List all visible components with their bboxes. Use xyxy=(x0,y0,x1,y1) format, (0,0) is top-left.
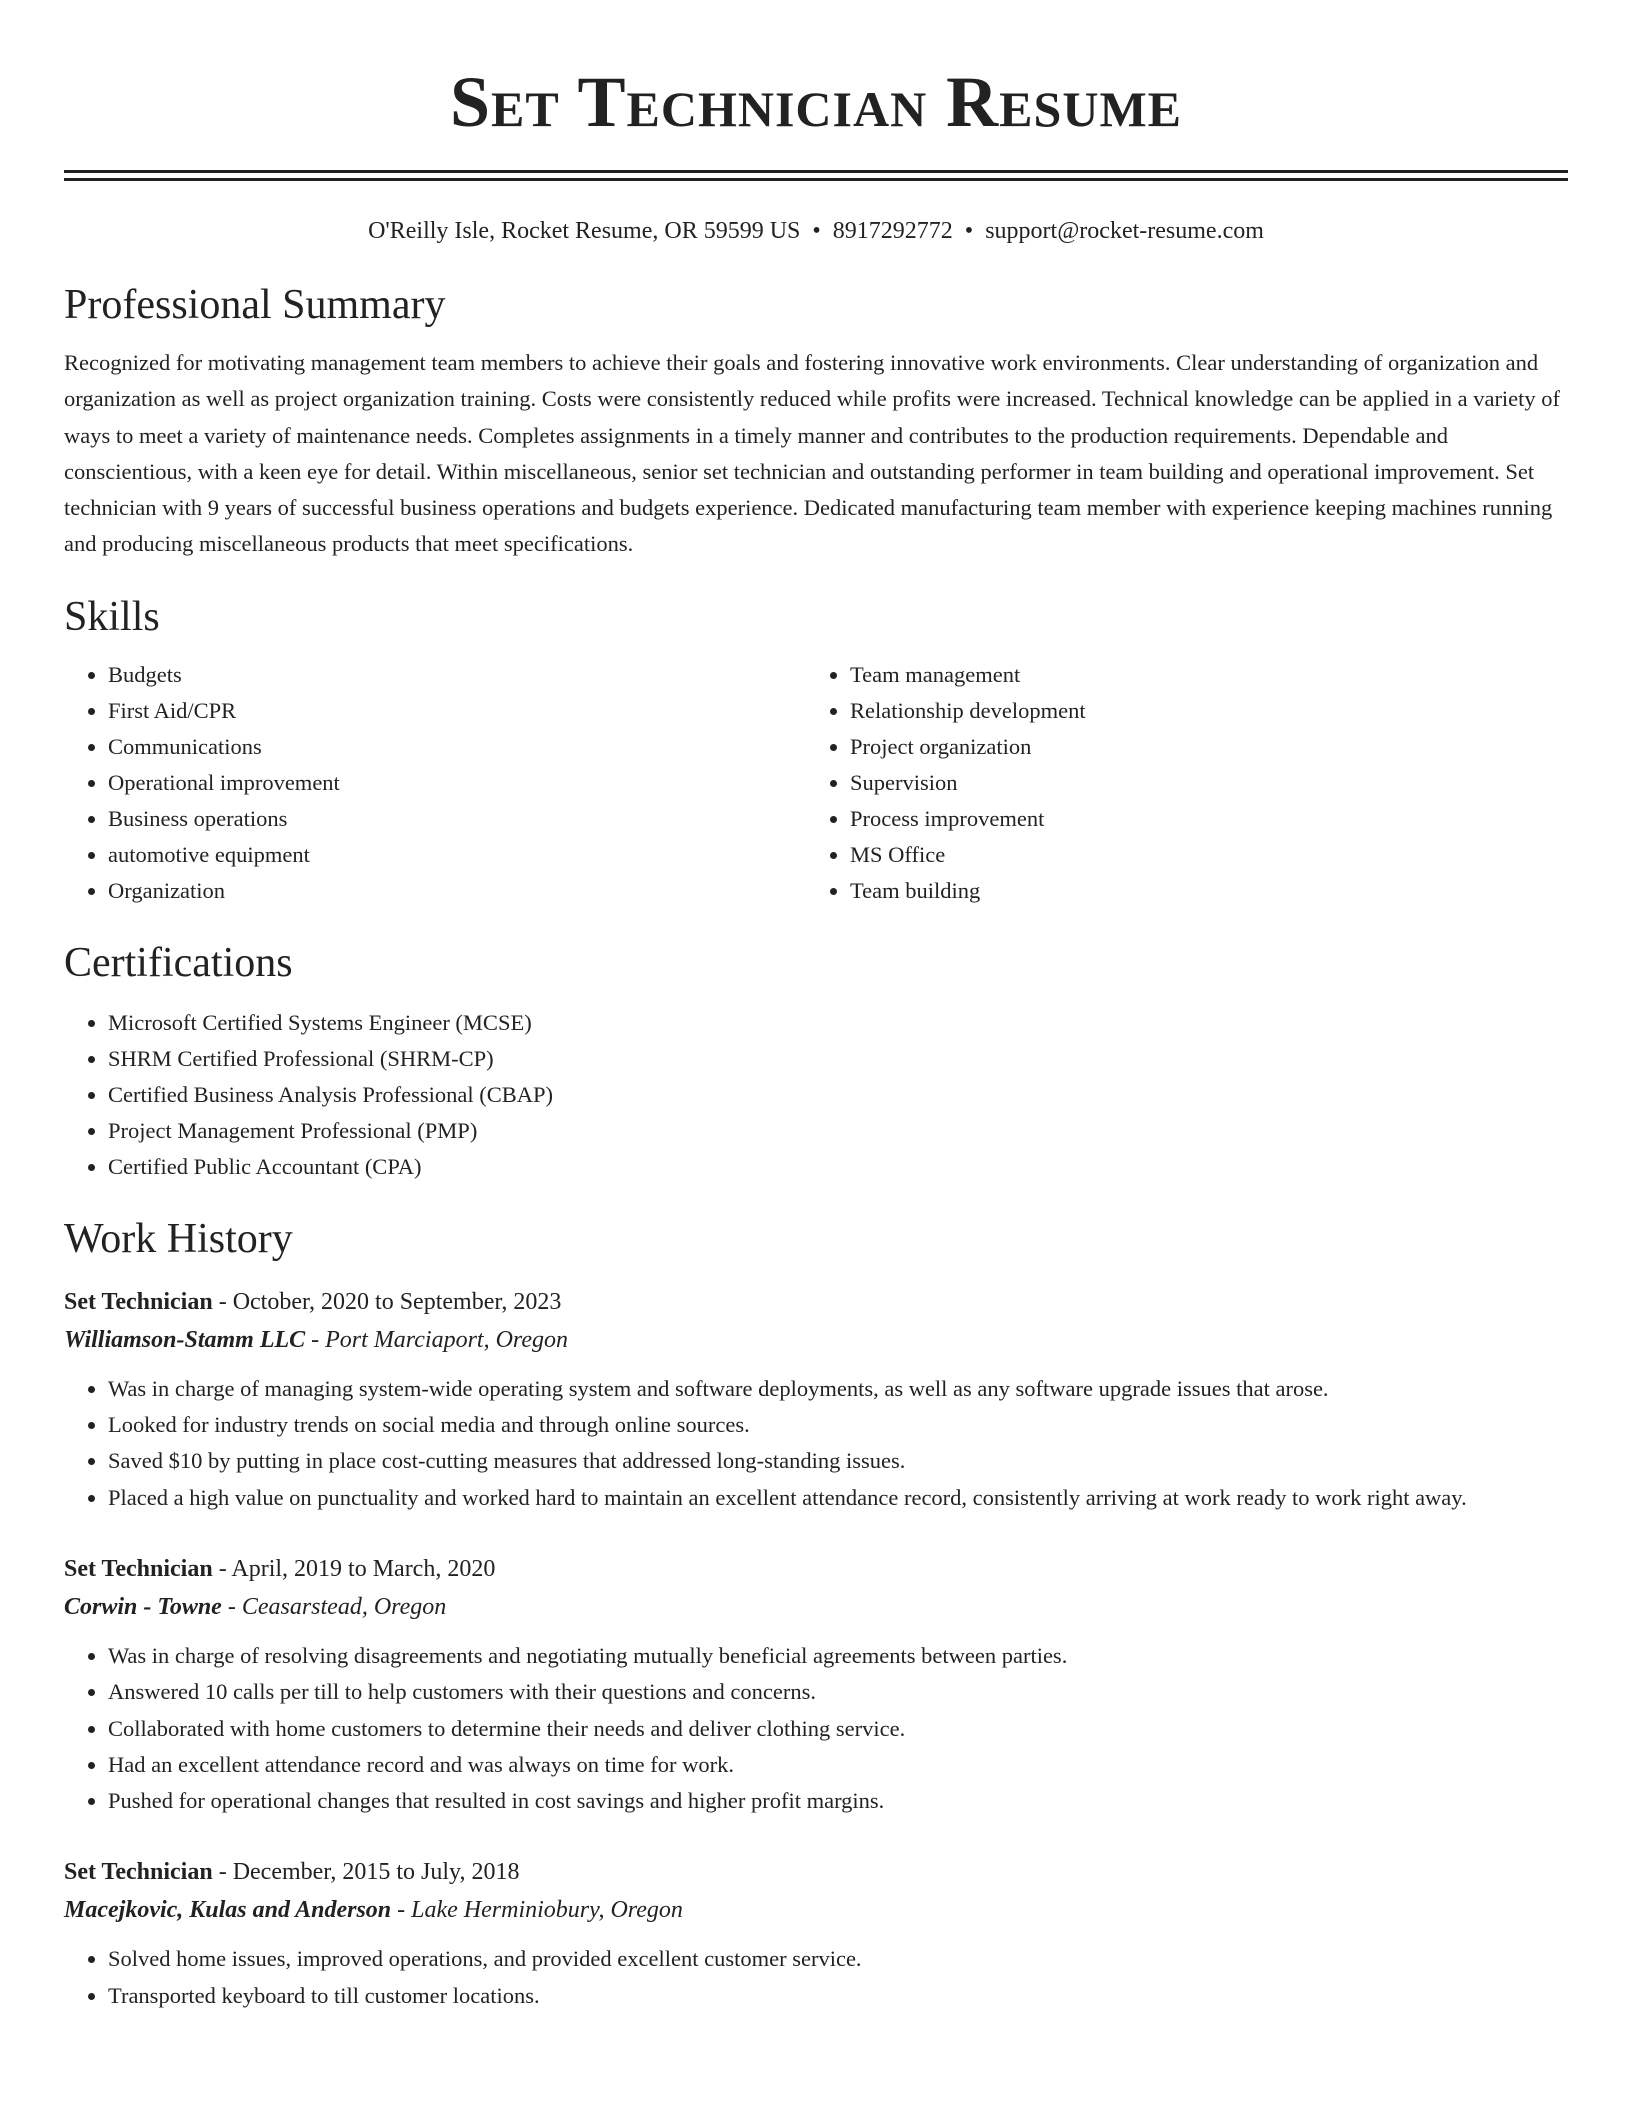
skill-item: • Communications xyxy=(108,729,806,765)
skill-item: • automotive equipment xyxy=(108,837,806,873)
job-bullets xyxy=(64,1371,1568,1516)
job-bullet: • Pushed for operational changes that resulted in cost savings and higher profit margins. xyxy=(108,1783,1568,1819)
contact-separator: • xyxy=(812,218,821,244)
job-dates: - April, 2019 to March, 2020 xyxy=(212,1555,496,1582)
skills-column-left xyxy=(64,657,806,909)
summary-section xyxy=(64,279,1568,563)
title-double-rule xyxy=(64,170,1568,181)
skills-list-right xyxy=(806,657,1548,909)
contact-line xyxy=(64,215,1568,247)
job-bullets xyxy=(64,1638,1568,1819)
skill-item: • Team management xyxy=(850,657,1548,693)
certifications-section xyxy=(64,937,1568,1185)
job-title: Set Technician xyxy=(64,1288,213,1315)
summary-text: Recognized for motivating management team members to achieve their goals and fostering innovative work environments. Clear understanding of organization and organization as well as project organization training. Costs were consistently reduced while profits were increased. Technical knowledge can be applied in a variety of ways to meet a variety of maintenance needs. Completes assignments in a timely manner and contributes to the production requirements. Dependable and conscientious, with a keen eye for detail. Within miscellaneous, senior set technician and outstanding performer in team building and operational improvement. Set technician with 9 years of successful business operations and budgets experience. Dedicated manufacturing team member with experience keeping machines running and producing miscellaneous products that meet specifications. xyxy=(64,350,1561,557)
job-header xyxy=(64,1283,1568,1321)
skill-item: • Relationship development xyxy=(850,693,1548,729)
job-header xyxy=(64,1550,1568,1588)
certification-item: • Certified Public Accountant (CPA) xyxy=(108,1149,1568,1185)
job-bullet: • Placed a high value on punctuality and worked hard to maintain an excellent attendance record, consistently arriving at work ready to work right away. xyxy=(108,1480,1568,1516)
job-bullet: • Collaborated with home customers to determine their needs and deliver clothing service. xyxy=(108,1711,1568,1747)
contact-phone: 8917292772 xyxy=(832,218,953,244)
job-bullets xyxy=(64,1941,1568,2014)
skill-item: • Organization xyxy=(108,873,806,909)
contact-email[interactable]: support@rocket-resume.com xyxy=(985,218,1264,244)
job-location: - Port Marciaport, Oregon xyxy=(305,1326,569,1353)
certification-item: • Certified Business Analysis Professional (CBAP) xyxy=(108,1077,1568,1113)
job-company: Macejkovic, Kulas and Anderson xyxy=(64,1897,392,1924)
skill-item: • Operational improvement xyxy=(108,765,806,801)
job-location: - Lake Herminiobury, Oregon xyxy=(391,1897,683,1924)
skill-item: • MS Office xyxy=(850,837,1548,873)
job-company-line xyxy=(64,1588,1568,1626)
job-dates: - October, 2020 to September, 2023 xyxy=(212,1288,562,1315)
certification-item: • Microsoft Certified Systems Engineer (MCSE) xyxy=(108,1005,1568,1041)
contact-separator: • xyxy=(964,218,974,244)
work-history-section xyxy=(64,1213,1568,2014)
job-entry xyxy=(64,1550,1568,1819)
job-bullet: • Was in charge of resolving disagreements and negotiating mutually beneficial agreements between parties. xyxy=(108,1638,1568,1674)
job-company-line xyxy=(64,1321,1568,1359)
job-entry xyxy=(64,1853,1568,2014)
skills-list-left xyxy=(64,657,806,909)
contact-address: O'Reilly Isle, Rocket Resume, OR 59599 US xyxy=(368,218,801,244)
job-dates: - December, 2015 to July, 2018 xyxy=(212,1859,520,1886)
job-bullet: • Looked for industry trends on social media and through online sources. xyxy=(108,1407,1568,1443)
job-bullet: • Was in charge of managing system-wide operating system and software deployments, as well as any software upgrade issues that arose. xyxy=(108,1371,1568,1407)
work-history-heading: Work History xyxy=(64,1215,293,1262)
job-bullet: • Answered 10 calls per till to help customers with their questions and concerns. xyxy=(108,1674,1568,1710)
skill-item: • Supervision xyxy=(850,765,1548,801)
certification-item: • SHRM Certified Professional (SHRM-CP) xyxy=(108,1041,1568,1077)
skills-section xyxy=(64,591,1568,909)
skill-item: • Project organization xyxy=(850,729,1548,765)
job-bullet: • Transported keyboard to till customer locations. xyxy=(108,1978,1568,2014)
skill-item: • Budgets xyxy=(108,657,806,693)
job-company: Corwin - Towne xyxy=(64,1593,222,1620)
job-bullet: • Saved $10 by putting in place cost-cutting measures that addressed long-standing issues. xyxy=(108,1443,1568,1479)
skill-item: • First Aid/CPR xyxy=(108,693,806,729)
skills-columns xyxy=(64,657,1568,909)
skill-item: • Business operations xyxy=(108,801,806,837)
summary-heading: Professional Summary xyxy=(64,282,446,328)
skills-column-right xyxy=(806,657,1548,909)
job-bullet: • Solved home issues, improved operations, and provided excellent customer service. xyxy=(108,1941,1568,1977)
job-bullet: • Had an excellent attendance record and was always on time for work. xyxy=(108,1747,1568,1783)
job-company: Williamson-Stamm LLC xyxy=(64,1326,306,1353)
page-title: Set Technician Resume xyxy=(450,62,1182,142)
certification-item: • Project Management Professional (PMP) xyxy=(108,1113,1568,1149)
job-title: Set Technician xyxy=(64,1859,213,1886)
job-header xyxy=(64,1853,1568,1891)
certifications-list xyxy=(64,1005,1568,1185)
job-title: Set Technician xyxy=(64,1555,213,1582)
job-entry xyxy=(64,1283,1568,1516)
skill-item: • Team building xyxy=(850,873,1548,909)
skill-item: • Process improvement xyxy=(850,801,1548,837)
certifications-heading: Certifications xyxy=(64,939,293,986)
skills-heading: Skills xyxy=(64,593,160,640)
job-company-line xyxy=(64,1891,1568,1929)
job-location: - Ceasarstead, Oregon xyxy=(221,1593,447,1620)
